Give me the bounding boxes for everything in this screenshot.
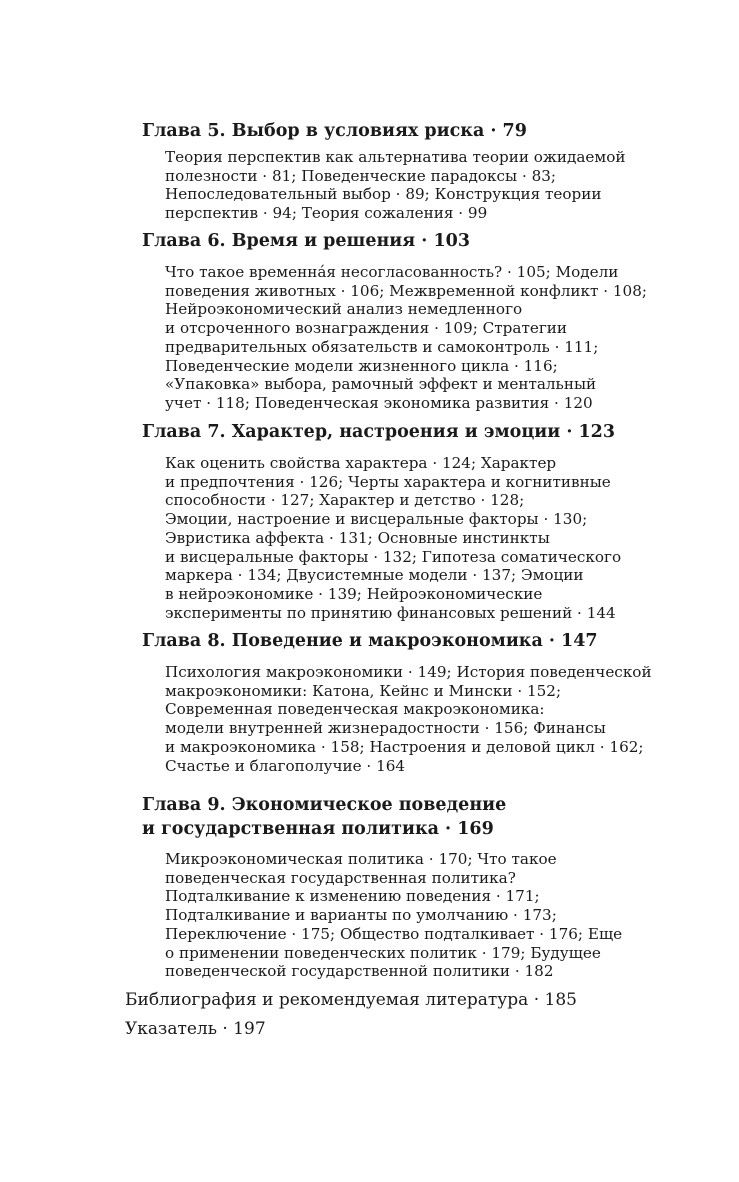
- contents-line: эксперименты по принятию финансовых решений · 144: [165, 603, 616, 622]
- contents-line: Переключение · 175; Общество подталкивает · 176; Еще: [165, 924, 623, 943]
- contents-line: Теория перспектив как альтернатива теории ожидаемой: [165, 148, 626, 166]
- contents-line: учет · 118; Поведенческая экономика развития · 120: [165, 393, 593, 412]
- contents-line: полезности · 81; Поведенческие парадоксы · 83;: [165, 166, 557, 185]
- contents-line: Психология макроэкономики · 149; История поведенческой: [165, 663, 652, 681]
- contents-line: в нейроэкономике · 139; Нейроэкономические: [165, 584, 543, 603]
- contents-line: Что такое временна́я несогласованность? · 105; Модели: [165, 263, 619, 281]
- contents-line: модели внутренней жизнерадостности · 156; Финансы: [165, 719, 606, 738]
- chapter-9-title[interactable]: Глава 9. Экономическое поведение и государственная политика · 169: [142, 795, 507, 839]
- contents-line: макроэкономики: Катона, Кейнс и Мински · 152;: [165, 681, 562, 700]
- contents-line: «Упаковка» выбора, рамочный эффект и ментальный: [165, 375, 597, 394]
- contents-line: Непоследовательный выбор · 89; Конструкция теории: [165, 185, 602, 204]
- contents-line: и отсроченного вознаграждения · 109; Стратегии: [165, 319, 568, 338]
- bibliography-entry[interactable]: Библиография и рекомендуемая литература · 185: [125, 990, 577, 1010]
- contents-line: о применении поведенческих политик · 179; Будущее: [165, 943, 601, 962]
- contents-line: Как оценить свойства характера · 124; Характер: [165, 454, 557, 472]
- chapter-8-title[interactable]: Глава 8. Поведение и макроэкономика · 147: [142, 631, 598, 651]
- contents-line: Микроэкономическая политика · 170; Что такое: [165, 850, 557, 868]
- contents-line: Эвристика аффекта · 131; Основные инстинкты: [165, 528, 550, 547]
- contents-line: поведенческая государственная политика?: [165, 868, 516, 887]
- contents-line: способности · 127; Характер и детство · 128;: [165, 491, 525, 510]
- chapter-6-contents: [165, 263, 647, 413]
- chapter-6-title[interactable]: Глава 6. Время и решения · 103: [142, 231, 471, 251]
- contents-line: поведенческой государственной политики · 182: [165, 962, 554, 981]
- contents-line: предварительных обязательств и самоконтроль · 111;: [165, 337, 599, 356]
- contents-line: Современная поведенческая макроэкономика:: [165, 700, 545, 719]
- chapter-7-title[interactable]: Глава 7. Характер, настроения и эмоции · 123: [142, 422, 616, 442]
- contents-line: и висцеральные факторы · 132; Гипотеза соматического: [165, 547, 622, 566]
- chapter-8-contents: [165, 663, 652, 775]
- contents-line: Подталкивание к изменению поведения · 171;: [165, 887, 540, 906]
- chapter-9-contents: [165, 850, 622, 981]
- contents-line: и предпочтения · 126; Черты характера и когнитивные: [165, 472, 611, 491]
- chapter-7-contents: [165, 454, 621, 622]
- contents-line: перспектив · 94; Теория сожаления · 99: [165, 204, 488, 223]
- contents-line: Подталкивание и варианты по умолчанию · 173;: [165, 906, 557, 925]
- contents-line: Эмоции, настроение и висцеральные факторы · 130;: [165, 510, 588, 529]
- index-entry[interactable]: Указатель · 197: [125, 1019, 266, 1039]
- contents-line: и макроэкономика · 158; Настроения и деловой цикл · 162;: [165, 737, 644, 756]
- chapter-5-title[interactable]: Глава 5. Выбор в условиях риска · 79: [142, 121, 527, 141]
- contents-line: маркера · 134; Двусистемные модели · 137; Эмоции: [165, 566, 584, 585]
- contents-line: Нейроэкономический анализ немедленного: [165, 300, 523, 319]
- contents-line: поведения животных · 106; Межвременной конфликт · 108;: [165, 281, 647, 300]
- contents-line: Поведенческие модели жизненного цикла · 116;: [165, 356, 558, 375]
- chapter-5-contents: [165, 148, 625, 223]
- contents-line: Счастье и благополучие · 164: [165, 756, 406, 775]
